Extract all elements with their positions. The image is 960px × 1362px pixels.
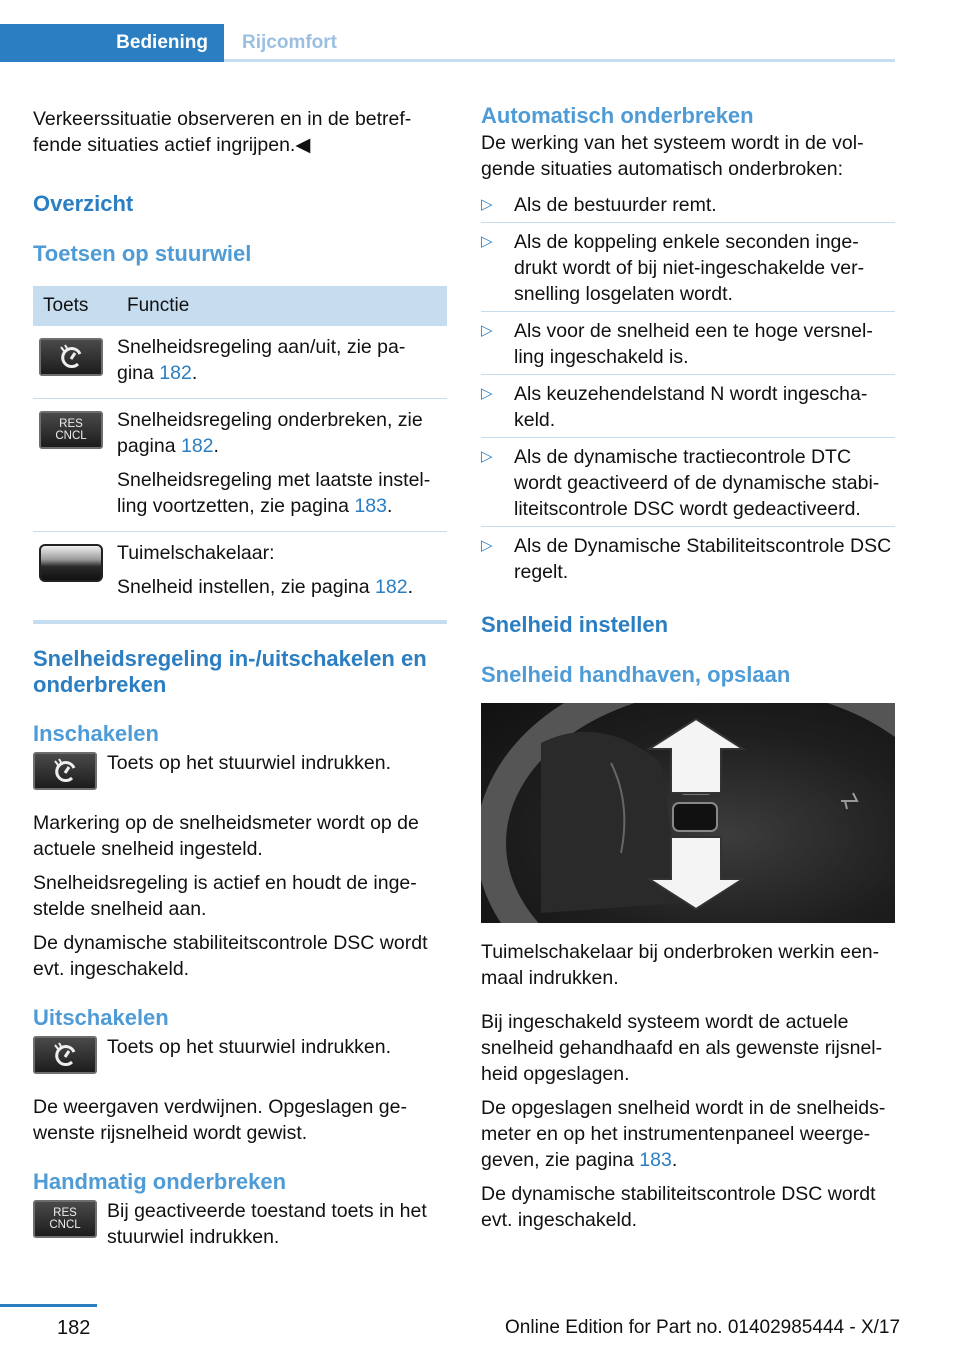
- handmatig-text: Bij geactiveerde toestand toets in het stuurwiel indrukken.: [107, 1200, 427, 1248]
- row2-text1: Snelheidsregeling onderbreken, zie pagina: [117, 409, 423, 457]
- paragraph-dsc-right: De dynamische stabiliteitscontrole DSC wordt evt. ingeschakeld.: [481, 1183, 876, 1231]
- cruise-control-button-icon: [33, 752, 97, 790]
- cncl-label: CNCL: [55, 430, 87, 442]
- heading-inschakelen: Inschakelen: [33, 721, 159, 746]
- heading-toetsen: Toetsen op stuurwiel: [33, 241, 252, 266]
- heading-in-uitschakelen: Snelheidsregeling in-/uitschakelen en onderbreken: [33, 646, 427, 697]
- table-header-toets: Toets: [33, 286, 117, 326]
- inschakelen-row: [33, 750, 447, 790]
- table-row: [33, 532, 447, 613]
- row3-end: .: [407, 576, 413, 598]
- heading-uitschakelen: Uitschakelen: [33, 1005, 169, 1030]
- page-link[interactable]: 182: [180, 435, 214, 457]
- row2-end2: .: [386, 495, 393, 517]
- heading-overzicht: Overzicht: [33, 191, 134, 216]
- table-header-functie: Functie: [117, 286, 447, 326]
- list-item: ▷ Als voor de snelheid een te hoge versnel‐ ling ingeschakeld is.: [481, 312, 895, 375]
- paragraph-opgeslagen: [481, 1095, 895, 1173]
- page-link[interactable]: 182: [375, 576, 408, 598]
- cruise-control-button-icon: [33, 1036, 97, 1074]
- list-item: ▷ Als de bestuurder remt.: [481, 186, 895, 223]
- paragraph-weergaven: De weergaven verdwijnen. Opgeslagen ge‐ wenste rijsnelheid wordt gewist.: [33, 1096, 407, 1144]
- opgeslagen-text: De opgeslagen snelheid wordt in de snelheids‐ meter en op het instrumentenpaneel weerge‐ geven, zie pagina: [481, 1097, 886, 1171]
- left-column: [33, 100, 447, 1250]
- res-cncl-button-icon: [39, 411, 103, 449]
- tab-rijcomfort[interactable]: Rijcomfort: [242, 32, 337, 53]
- row3-text2: Snelheid instellen, zie pagina: [117, 576, 376, 598]
- row1-end: .: [191, 362, 198, 384]
- page-link[interactable]: 183: [354, 495, 387, 517]
- footer-edition: Online Edition for Part no. 01402985444 - X/17: [505, 1317, 901, 1338]
- uitschakelen-text: Toets op het stuurwiel indrukken.: [107, 1036, 391, 1058]
- table-row: [33, 326, 447, 399]
- row2-end1: .: [213, 435, 219, 457]
- paragraph-dsc: De dynamische stabiliteitscontrole DSC wordt evt. ingeschakeld.: [33, 932, 428, 980]
- right-column: [481, 100, 895, 1233]
- row3-text1: Tuimelschakelaar:: [117, 542, 275, 564]
- buttons-table: [33, 286, 447, 612]
- heading-automatisch: Automatisch onderbreken: [481, 103, 754, 128]
- auto-intro: De werking van het systeem wordt in de vol‐ gende situaties automatisch onderbroken:: [481, 132, 864, 180]
- paragraph-ingeschakeld: Bij ingeschakeld systeem wordt de actuele snelheid gehandhaafd en als gewenste rijsnel‐ heid opgeslagen.: [481, 1011, 883, 1085]
- chapter-header: [0, 24, 895, 62]
- table-row: [33, 399, 447, 532]
- uitschakelen-row: [33, 1034, 447, 1074]
- heading-handhaven: Snelheid handhaven, opslaan: [481, 662, 791, 687]
- intro-paragraph: Verkeerssituatie observeren en in de betref‐ fende situaties actief ingrijpen.◀: [33, 108, 412, 156]
- list-item: ▷ Als de koppeling enkele seconden inge‐ drukt wordt of bij niet-ingeschakelde ver‐ snelling losgelaten wordt.: [481, 223, 895, 312]
- steering-wheel-photo: [481, 703, 895, 923]
- res-label: RES: [53, 1207, 77, 1219]
- photo-caption: Tuimelschakelaar bij onderbroken werkin een‐ maal indrukken.: [481, 941, 880, 989]
- auto-list: [481, 186, 895, 589]
- list-item: ▷ Als de Dynamische Stabiliteitscontrole DSC regelt.: [481, 527, 895, 589]
- inschakelen-text: Toets op het stuurwiel indrukken.: [107, 752, 391, 774]
- page-link[interactable]: 183: [639, 1149, 672, 1171]
- list-item: ▷ Als de dynamische tractiecontrole DTC wordt geactiveerd of de dynamische stabi‐ liteitscontrole DSC wordt gedeactiveerd.: [481, 438, 895, 527]
- cncl-label: CNCL: [49, 1219, 81, 1231]
- cruise-control-button-icon: [39, 338, 103, 376]
- page-number: 182: [57, 1317, 91, 1339]
- page-link[interactable]: 182: [159, 362, 192, 384]
- paragraph-actief: Snelheidsregeling is actief en houdt de inge‐ stelde snelheid aan.: [33, 872, 417, 920]
- tab-bediening[interactable]: Bediening: [0, 24, 224, 62]
- heading-snelheid-instellen: Snelheid instellen: [481, 612, 669, 637]
- res-cncl-button-icon: [33, 1200, 97, 1238]
- table-divider: [33, 620, 447, 624]
- paragraph-markering: Markering op de snelheidsmeter wordt op de actuele snelheid ingesteld.: [33, 812, 419, 860]
- row2-text2: Snelheidsregeling met laatste instel‐ ling voortzetten, zie pagina: [117, 469, 431, 517]
- res-label: RES: [59, 418, 83, 430]
- opgeslagen-end: .: [671, 1149, 678, 1171]
- footer-rule: [0, 1304, 97, 1307]
- rocker-switch-icon: [39, 544, 103, 582]
- list-item: ▷ Als keuzehendelstand N wordt ingescha‐ keld.: [481, 375, 895, 438]
- heading-handmatig: Handmatig onderbreken: [33, 1169, 287, 1194]
- handmatig-row: [33, 1198, 447, 1250]
- row1-text: Snelheidsregeling aan/uit, zie pa‐ gina: [117, 336, 406, 384]
